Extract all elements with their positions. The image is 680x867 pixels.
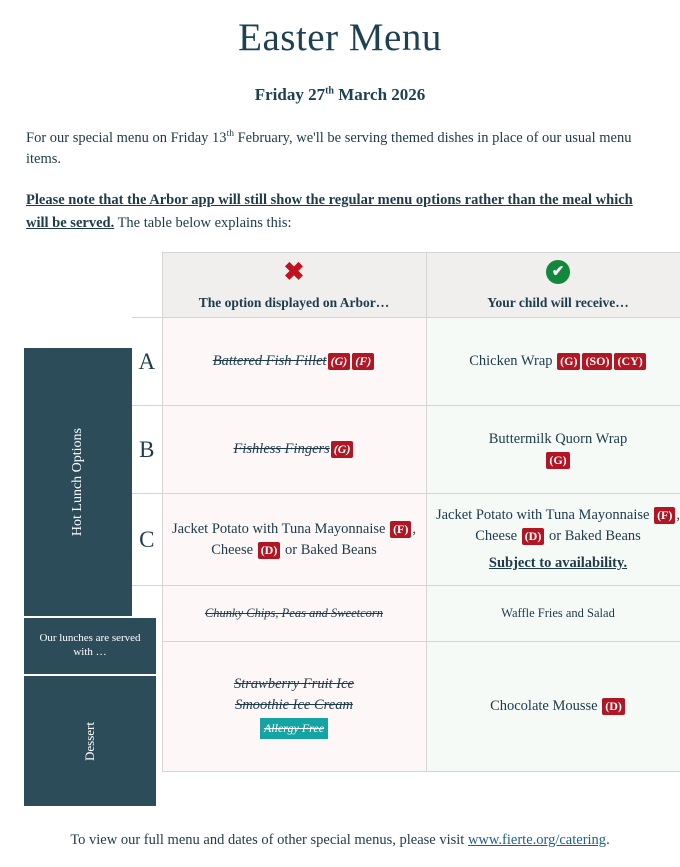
dessert-panel: [24, 676, 156, 806]
row-b-receive-cell: [426, 406, 680, 494]
row-c-receive-text-1: Jacket Potato with Tuna Mayonnaise: [436, 507, 649, 523]
row-c-arbor-cell: [162, 494, 426, 586]
allergen-tag: (F): [654, 507, 675, 524]
header-spacer-cell: [24, 253, 132, 318]
footer-text: To view our full menu and dates of other special menus, please visit: [70, 832, 468, 848]
option-letter-a: A: [132, 318, 162, 406]
allergen-tag: (G): [546, 452, 569, 469]
hot-lunch-options-panel: [24, 348, 132, 616]
row-c-receive-text-2: , Cheese: [475, 507, 680, 544]
sides-receive-text: Waffle Fries and Salad: [501, 606, 615, 620]
allergen-tag: (CY): [614, 353, 645, 370]
row-a-arbor-cell: [162, 318, 426, 406]
menu-date-suffix: March 2026: [334, 85, 425, 104]
option-letter-b: B: [132, 406, 162, 494]
menu-date-prefix: Friday 27: [255, 85, 325, 104]
allergen-tag: (F): [352, 353, 374, 370]
cross-icon: ✖: [163, 259, 426, 285]
intro-text-before: For our special menu on Friday 13: [26, 130, 227, 146]
allergen-tag: (D): [522, 528, 545, 545]
row-c-arbor-text-3: or Baked Beans: [281, 542, 376, 558]
allergen-tag: (F): [390, 521, 411, 538]
dessert-arbor-cell: [162, 642, 426, 772]
header-receive-label: Your child will receive…: [487, 295, 629, 310]
notice-paragraph: [26, 189, 654, 234]
sides-receive-cell: [426, 586, 680, 642]
menu-date-sup: th: [325, 85, 334, 96]
header-spacer-cell-2: [132, 253, 162, 318]
row-c-receive-cell: [426, 494, 680, 586]
page-title: Easter Menu: [24, 14, 656, 63]
option-letter-c: C: [132, 494, 162, 586]
dessert-label: Dessert: [82, 722, 98, 761]
row-c-receive-text-3: or Baked Beans: [545, 528, 640, 544]
allergen-tag: (SO): [582, 353, 612, 370]
dessert-receive-text: Chocolate Mousse: [490, 698, 598, 714]
intro-text-after: February, we'll be serving themed dishes in place of our usual menu items.: [26, 130, 631, 168]
row-a-receive-cell: [426, 318, 680, 406]
row-c-arbor-text-2: , Cheese: [211, 521, 416, 558]
served-with-label: Our lunches are served with …: [30, 632, 150, 660]
intro-paragraph: [26, 127, 654, 171]
served-with-panel: [24, 618, 156, 674]
footer-period: .: [606, 832, 610, 848]
allergen-tag: (G): [557, 353, 580, 370]
allergen-tag: (G): [328, 353, 351, 370]
check-circle-icon: ✔: [427, 259, 680, 285]
notice-bold-text: Please note that the Arbor app will still show the regular menu options rather than the meal which will be served.: [26, 192, 633, 230]
table-header-row: [24, 253, 680, 318]
dessert-arbor-text-1: Strawberry Fruit Ice: [163, 674, 426, 695]
row-b-arbor-text: Fishless Fingers: [234, 441, 330, 457]
availability-note: Subject to availability.: [427, 553, 680, 574]
menu-document: [0, 14, 680, 867]
menu-table-wrapper: [24, 252, 656, 804]
dessert-receive-cell: [426, 642, 680, 772]
notice-rest-text: The table below explains this:: [114, 215, 291, 231]
footer: [0, 832, 680, 849]
catering-link[interactable]: www.fierte.org/catering: [468, 832, 606, 848]
row-b-receive-text: Buttermilk Quorn Wrap: [489, 431, 628, 447]
allergen-tag: (G): [331, 441, 354, 458]
dessert-arbor-text-2: Smoothie Ice Cream: [163, 695, 426, 716]
row-c-arbor-text-1: Jacket Potato with Tuna Mayonnaise: [172, 521, 385, 537]
row-a-receive-text: Chicken Wrap: [469, 353, 552, 369]
row-a-arbor-text: Battered Fish Fillet: [213, 353, 327, 369]
sides-arbor-cell: [162, 586, 426, 642]
allergen-tag: (D): [258, 542, 281, 559]
header-arbor-label: The option displayed on Arbor…: [199, 295, 390, 310]
header-receive-column: [426, 253, 680, 318]
menu-date: [24, 85, 656, 105]
allergy-free-tag: Allergy Free: [260, 718, 328, 739]
sides-arbor-text: Chunky Chips, Peas and Sweetcorn: [205, 606, 383, 620]
allergen-tag: (D): [602, 698, 625, 715]
intro-sup: th: [227, 129, 234, 139]
row-b-arbor-cell: [162, 406, 426, 494]
header-arbor-column: [162, 253, 426, 318]
hot-lunch-options-label: Hot Lunch Options: [70, 428, 86, 536]
